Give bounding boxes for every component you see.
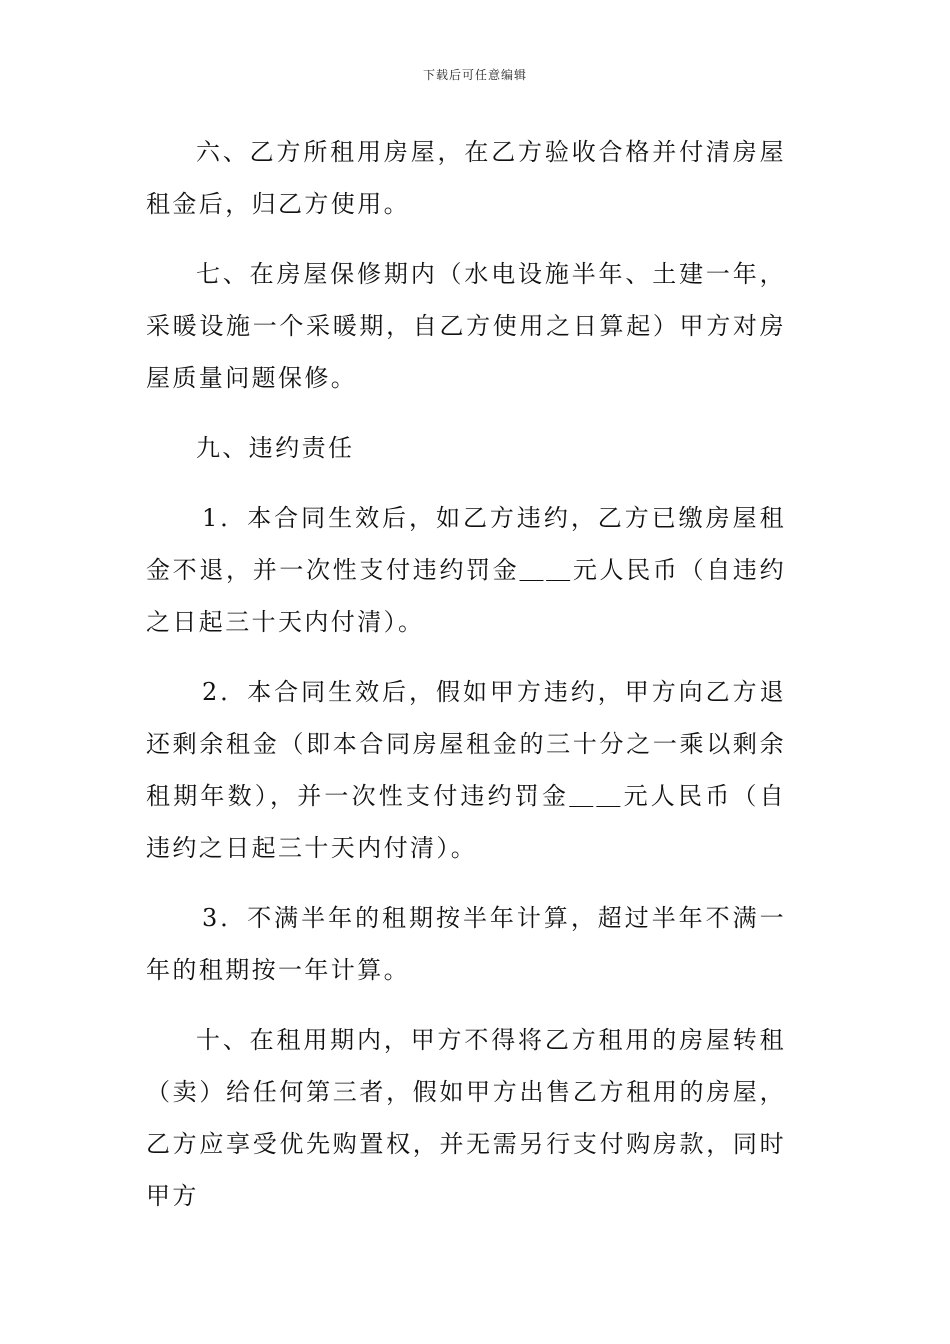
paragraph-gap — [146, 648, 786, 666]
paragraph-gap — [146, 474, 786, 492]
clause-nine-heading: 九、违约责任 — [196, 434, 355, 462]
paragraph-gap — [146, 874, 786, 892]
liability-item-3: 3．不满半年的租期按半年计算，超过半年不满一年的租期按一年计算。 — [146, 904, 786, 984]
paragraph-gap — [146, 996, 786, 1014]
paragraph-gap — [146, 404, 786, 422]
liability-item-2: 2．本合同生效后，假如甲方违约，甲方向乙方退还剩余租金（即本合同房屋租金的三十分之一乘以剩余租期年数），并一次性支付违约罚金＿＿元人民币（自违约之日起三十天内付清）。 — [146, 678, 786, 862]
clause-ten: 十、在租用期内，甲方不得将乙方租用的房屋转租（卖）给任何第三者，假如甲方出售乙方租用的房屋，乙方应享受优先购置权，并无需另行支付购房款，同时甲方 — [146, 1026, 786, 1210]
document-body — [146, 126, 786, 1222]
clause-seven: 七、在房屋保修期内（水电设施半年、土建一年，采暖设施一个采暖期，自乙方使用之日算起）甲方对房屋质量问题保修。 — [146, 260, 786, 392]
liability-item-1: 1．本合同生效后，如乙方违约，乙方已缴房屋租金不退，并一次性支付违约罚金＿＿元人民币（自违约之日起三十天内付清）。 — [146, 504, 786, 636]
paragraph-gap — [146, 230, 786, 248]
page-header-note: 下载后可任意编辑 — [422, 68, 527, 82]
clause-six: 六、乙方所租用房屋，在乙方验收合格并付清房屋租金后，归乙方使用。 — [146, 138, 786, 218]
